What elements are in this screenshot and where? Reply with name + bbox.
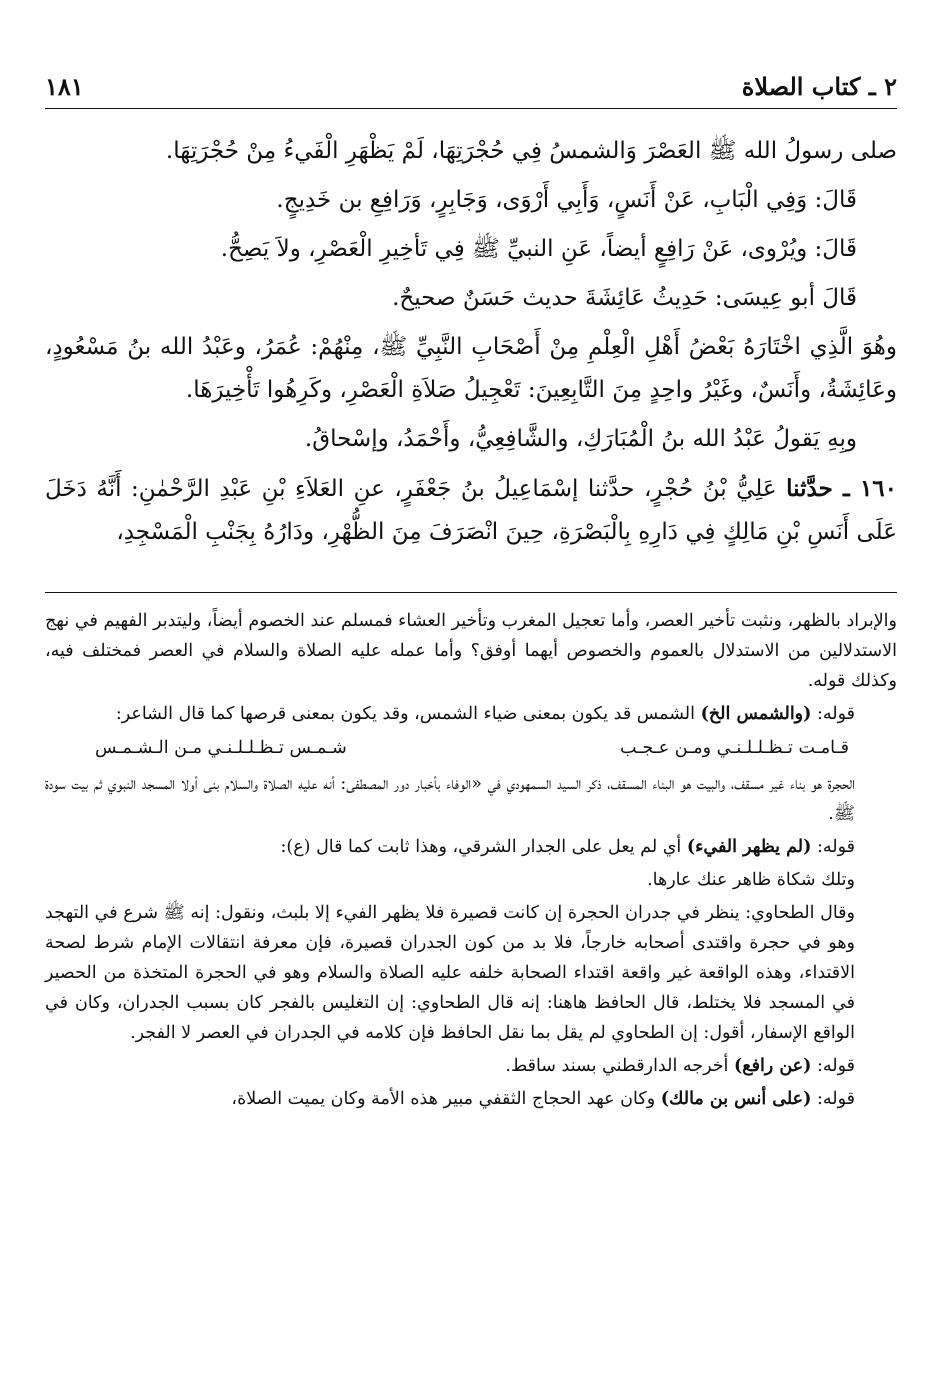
commentary-4-lemma: (لم يظهر الفيء): [686, 837, 812, 857]
footnote-separator: [45, 592, 897, 593]
running-title: ٢ ـ كتاب الصلاة: [741, 72, 897, 101]
commentary-paragraph-4: [45, 832, 897, 862]
commentary-paragraph-3: الحجرة هو بناء غير مسقف، والبيت هو البناء المسقف، ذكر السيد السمهودي في «الوفاء بأخبار دور المصطفى: أنه عليه الصلاة والسلام بنى أولا المسجد النبوي ثم بيت سودة ﷺ.: [45, 774, 855, 824]
hadith-number: ١٦٠ ـ حدَّثنا: [786, 475, 897, 502]
commentary-4-prefix: قوله:: [811, 837, 855, 857]
page-header: [45, 68, 897, 109]
commentary-2-body: الشمس قد يكون بمعنى ضياء الشمس، وقد يكون بمعنى قرصها كما قال الشاعر:: [115, 704, 701, 724]
hadith-text: [45, 130, 897, 560]
commentary-paragraph-5: وتلك شكاة ظاهر عنك عارها.: [647, 870, 855, 890]
verse-second-hemistich: شـمـس تـظـلـلـنـي مـن الـشـمـس: [95, 738, 347, 758]
main-paragraph-5: وهُوَ الَّذِي اخْتَارَهُ بَعْضُ أَهْلِ الْعِلْمِ مِنْ أَصْحَابِ النَّبِيِّ ﷺ، مِنْهُمْ: عُمَرُ، وعَبْدُ الله بنُ مَسْعُودٍ، وعَائِشَةُ، وأَنَسٌ، وغَيْرُ واحِدٍ مِنَ التَّابِعِينَ: تَعْجِيلُ صَلاَةِ الْعَصْرِ، وكَرِهُوا تَأْخِيرَهَا.: [45, 334, 897, 403]
verse-first-hemistich: قـامـت تـظـلـلـنـي ومـن عـجـب: [620, 738, 849, 758]
main-paragraph-1: صلى رسولُ الله ﷺ العَصْرَ وَالشمسُ فِي حُجْرَتِهَا، لَمْ يَظْهَرِ الْفَيءُ مِنْ حُجْرَتِهَا.: [165, 138, 897, 164]
main-paragraph-3: قَالَ: ويُرْوى، عَنْ رَافِعٍ أيضاً، عَنِ النبيِّ ﷺ فِي تَأخِيرِ الْعَصْرِ، ولاَ يَصِحُّ.: [220, 236, 857, 262]
commentary-text: [45, 606, 897, 1117]
main-paragraph-4: قَالَ أبو عِيسَى: حَدِيثُ عَائِشَةَ حديث حَسَنٌ صحيحٌ.: [392, 285, 857, 311]
commentary-8-body: وكان عهد الحجاج الثقفي مبير هذه الأمة وكان يميت الصلاة،: [231, 1089, 661, 1109]
main-paragraph-7: [45, 467, 897, 554]
commentary-paragraph-1: والإبراد بالظهر، ونثبت تأخير العصر، وأما تعجيل المغرب وتأخير العشاء فمسلم عند الخصوم أيضاً، وليتدبر الفهيم في نهج الاستدلالين من الاستدلال بالعموم والخصوص أيهما أوفق؟ وأما عمله عليه الصلاة والسلام في العصر فمختلف فيه، وكذلك قوله.: [45, 611, 897, 691]
main-paragraph-6: وبِهِ يَقولُ عَبْدُ الله بنُ الْمُبَارَكِ، والشَّافِعِيُّ، وأَحْمَدُ، وإسْحاقُ.: [304, 426, 857, 452]
poetry-verse: [45, 733, 897, 763]
commentary-8-lemma: (على أنس بن مالك): [660, 1089, 812, 1109]
main-paragraph-2: قَالَ: وَفِي الْبَابِ، عَنْ أَنَسٍ، وَأَبِي أَرْوَى، وَجَابِرٍ، وَرَافِعِ بن خَدِيجٍ.: [276, 187, 857, 213]
commentary-paragraph-2: [45, 699, 897, 729]
commentary-7-body: أخرجه الدارقطني بسند ساقط.: [505, 1056, 734, 1076]
hadith-160-text: عَلِيُّ بْنُ حُجْرٍ، حدَّثنا إسْمَاعِيلُ بنُ جَعْفَرٍ، عنِ العَلاَءِ بْنِ عَبْدِ الرَّحْمٰنِ: أَنَّهُ دَخَلَ عَلَى أَنَسِ بْنِ مَالِكٍ فِي دَارِهِ بِالْبَصْرَةِ، حِينَ انْصَرَفَ مِنَ الظُّهْرِ، ودَارُهُ بِجَنْبِ الْمَسْجِدِ،: [45, 476, 897, 545]
commentary-paragraph-6: وقال الطحاوي: ينظر في جدران الحجرة إن كانت قصيرة فلا يظهر الفيء إلا بلبث، ونقول: إنه ﷺ شرع في التهجد وهو في حجرة واقتدى أصحابه خارجاً، فلا بد من كون الجدران قصيرة، فإن معرفة انتقالات الإمام شرط لصحة الاقتداء، وهذه الواقعة غير واقعة اقتداء الصحابة خلفه عليه الصلاة والسلام وهو في الحجرة المتخذة من الحصير في المسجد فلا يختلط، قال الحافظ هاهنا: إنه قال الطحاوي: إن التغليس بالفجر كان بسبب الجدران، وكان في الواقع الإسفار، أقول: إن الطحاوي لم يقل بما نقل الحافظ فإن كلامه في الجدران في العصر لا الفجر.: [45, 903, 855, 1043]
commentary-paragraph-8: [45, 1084, 897, 1114]
page-number: ١٨١: [45, 72, 84, 101]
commentary-7-lemma: (عن رافع): [733, 1056, 812, 1076]
commentary-7-prefix: قوله:: [811, 1056, 855, 1076]
commentary-paragraph-7: [45, 1051, 897, 1081]
commentary-2-prefix: قوله:: [811, 704, 855, 724]
commentary-4-body: أي لم يعل على الجدار الشرقي، وهذا ثابت كما قال (ع):: [280, 837, 687, 857]
commentary-8-prefix: قوله:: [811, 1089, 855, 1109]
commentary-2-lemma: (والشمس الخ): [700, 704, 812, 724]
